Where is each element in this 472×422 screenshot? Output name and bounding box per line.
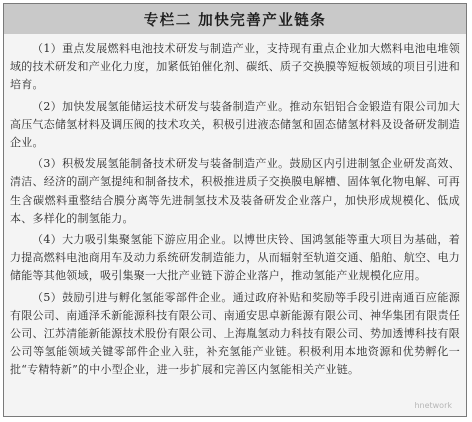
column-title: 专栏二 加快完善产业链条 bbox=[4, 4, 466, 34]
column-box bbox=[3, 3, 467, 417]
paragraph-4: （4）大力吸引集聚氢能下游应用企业。以博世庆铃、国鸿氢能等重大项目为基础，着力提高燃料电池商用车及动力系统研发制造能力，从而辐射至轨道交通、船舶、航空、电力储能等其他领域，吸引集聚一大批产业链下游企业落户，推动氢能产业规模化应用。 bbox=[10, 233, 460, 283]
paragraph-1: （1）重点发展燃料电池技术研发与制造产业，支持现有重点企业加大燃料电池电堆领域的技术研发和产业化力度，加紧低铂催化剂、碳纸、质子交换膜等短板领域的项目引进和培育。 bbox=[10, 42, 460, 92]
column-content bbox=[10, 40, 460, 383]
watermark-text: hnetwork bbox=[414, 401, 452, 410]
paragraph-5: （5）鼓励引进与孵化氢能零部件企业。通过政府补贴和奖励等手段引进南通百应能源有限公司、南通泽禾新能源科技有限公司、南通安思卓新能源有限公司、神华集团有限责任公司、江苏清能新能源技术股份有限公司、上海胤氢动力科技有限公司、势加透博科技有限公司等氢能领域关键零部件企业入驻，补充氢能产业链。积极利用本地资源和优势孵化一批“专精特新”的中小型企业，进一步扩展和完善区内氢能相关产业链。 bbox=[10, 290, 460, 377]
paragraph-3: （3）积极发展氢能制备技术研发与装备制造产业。鼓励区内引进制氢企业研发高效、清洁、经济的副产氢提纯和制备技术，积极推进质子交换膜电解槽、固体氧化物电解、可再生含碳燃料重整结合膜分离等先进制氢技术及装备研发企业落户，加快形成规模化、低成本、多样化的制氢能力。 bbox=[10, 157, 460, 225]
paragraph-2: （2）加快发展氢能储运技术研发与装备制造产业。推动东铝铝合金锻造有限公司加大高压气态储氢材料及调压阀的技术攻关，积极引进液态储氢和固态储氢材料及设备研发制造企业。 bbox=[10, 99, 460, 150]
